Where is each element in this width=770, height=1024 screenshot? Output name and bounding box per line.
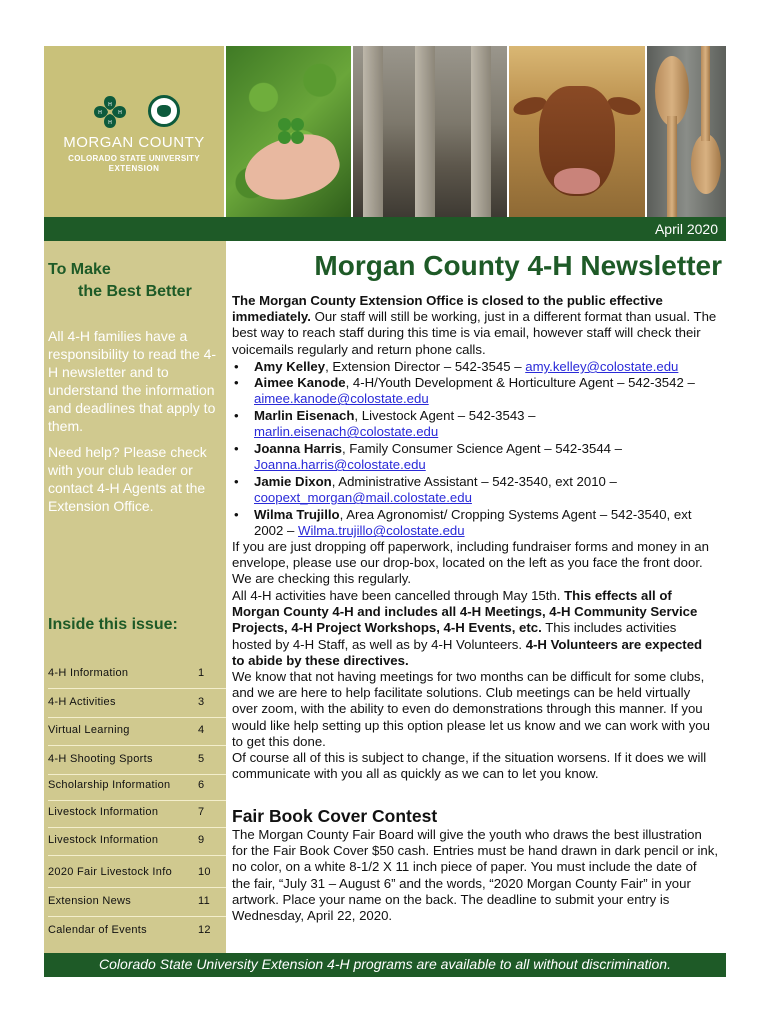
toc-divider	[48, 855, 226, 856]
logo-subtitle-extension: EXTENSION	[108, 164, 160, 173]
staff-email-link[interactable]: coopext_morgan@mail.colostate.edu	[254, 490, 472, 506]
toc-row	[48, 753, 218, 771]
garden-soil-photo	[353, 46, 507, 217]
toc-divider	[48, 887, 226, 888]
closure-notice-bold: The Morgan County Extension Office is closed to the public effective immediately.	[232, 293, 663, 325]
staff-name: Amy Kelley	[254, 359, 326, 374]
cancellation-text-a: All 4-H activities have been cancelled through May 15th.	[232, 588, 565, 603]
logo-title: MORGAN COUNTY	[63, 134, 205, 151]
svg-text:H: H	[108, 102, 112, 108]
toc-page: 6	[198, 779, 205, 791]
toc-divider	[48, 827, 226, 828]
cancellation-notice	[232, 588, 718, 669]
toc-page: 1	[198, 667, 205, 679]
staff-contact-body	[254, 375, 716, 407]
sidebar-heading-line2: the Best Better	[78, 283, 192, 300]
staff-name: Marlin Eisenach	[254, 408, 355, 423]
toc-title: Livestock Information	[48, 834, 159, 846]
toc-divider	[48, 774, 226, 775]
toc-row	[48, 866, 218, 884]
toc-row	[48, 806, 218, 824]
bullet-icon: •	[234, 408, 239, 423]
fair-contest-text: The Morgan County Fair Board will give the youth who draws the best illustration for the Fair Book Cover $50 cash. Entries must be hand drawn in dark pencil or ink, no color, on a white 8-1/2 X 11 inch piece of paper. You must include the date of the fair, “July 31 – August 6” and the words, “2020 Morgan County Fair” in your artwork. Place your name on the back. The deadline to submit your entry is Wednesday, April 22, 2020.	[232, 827, 718, 924]
staff-contact-body	[254, 359, 716, 375]
toc-row	[48, 834, 218, 852]
staff-role: , Administrative Assistant – 542-3540, ext 2010 –	[331, 474, 617, 489]
svg-text:H: H	[118, 110, 122, 116]
staff-role: , Extension Director – 542-3545 –	[325, 359, 526, 374]
toc-page: 12	[198, 924, 211, 936]
dropbox-notice: If you are just dropping off paperwork, including fundraiser forms and money in an envelope, please use our drop-box, located on the left as you face the front door. We are checking this regularly.	[232, 539, 709, 587]
toc-page: 11	[198, 895, 211, 907]
bullet-icon: •	[234, 507, 239, 522]
newsletter-title: Morgan County 4-H Newsletter	[314, 250, 722, 281]
inside-issue-title: Inside this issue:	[48, 616, 178, 633]
newsletter-header	[44, 46, 726, 217]
toc-title: 4-H Activities	[48, 696, 116, 708]
staff-email-link[interactable]: Wilma.trujillo@colostate.edu	[298, 523, 465, 539]
staff-email-link[interactable]: amy.kelley@colostate.edu	[525, 359, 679, 374]
calf-photo	[509, 46, 645, 217]
wooden-spoons-photo	[647, 46, 726, 217]
staff-name: Joanna Harris	[254, 441, 342, 456]
toc-title: 4-H Shooting Sports	[48, 753, 153, 765]
subject-to-change-text: Of course all of this is subject to change, if the situation worsens. If it does we will communicate with you all as quickly as we can to let you know.	[232, 750, 707, 782]
logo-subtitle-university: COLORADO STATE UNIVERSITY	[68, 154, 200, 163]
staff-contact-body	[254, 408, 716, 440]
four-h-clover-icon	[90, 92, 130, 137]
toc-page: 4	[198, 724, 205, 736]
toc-title: Livestock Information	[48, 806, 159, 818]
toc-title: Calendar of Events	[48, 924, 147, 936]
toc-divider	[48, 800, 226, 801]
toc-page: 5	[198, 753, 205, 765]
staff-role: , Area Agronomist/ Cropping Systems Agent – 542-3540, ext 2002 –	[254, 507, 692, 539]
bullet-icon: •	[234, 359, 239, 374]
toc-divider	[48, 916, 226, 917]
toc-divider	[48, 745, 226, 746]
toc-row	[48, 696, 218, 714]
closure-notice	[232, 293, 718, 358]
staff-name: Jamie Dixon	[254, 474, 332, 489]
nondiscrimination-statement: Colorado State University Extension 4-H programs are available to all without discrimination.	[99, 956, 671, 972]
staff-contact-body	[254, 441, 716, 473]
cancellation-text-c: This includes activities hosted by 4-H Staff, as well as by 4-H Volunteers.	[232, 620, 677, 652]
staff-name: Aimee Kanode	[254, 375, 346, 390]
staff-email-link[interactable]: marlin.eisenach@colostate.edu	[254, 424, 439, 440]
toc-row	[48, 779, 218, 797]
staff-role: , 4-H/Youth Development & Horticulture Agent – 542-3542 –	[345, 375, 695, 390]
staff-name: Wilma Trujillo	[254, 507, 340, 522]
toc-title: 4-H Information	[48, 667, 129, 679]
cancellation-bold-d: 4-H Volunteers are expected to abide by these directives.	[232, 636, 703, 668]
virtual-meetings-text: We know that not having meetings for two months can be difficult for some clubs, and we are here to help facilitate solutions. Club meetings can be held virtually over zoom, with the ability to even do demonstrations through this manner. If you would like help setting up this option please let us know and we can work with you to get this done.	[232, 669, 710, 749]
csu-ram-seal-icon	[148, 95, 180, 127]
toc-row	[48, 924, 218, 942]
toc-title: 2020 Fair Livestock Info	[48, 866, 172, 878]
toc-page: 7	[198, 806, 205, 818]
footer-bar	[44, 953, 726, 977]
toc-page: 10	[198, 866, 211, 878]
staff-email-link[interactable]: aimee.kanode@colostate.edu	[254, 391, 429, 407]
toc-page: 3	[198, 696, 205, 708]
toc-row	[48, 895, 218, 913]
clover-hand-photo	[226, 46, 351, 217]
toc-title: Extension News	[48, 895, 132, 907]
toc-row	[48, 667, 218, 685]
closure-notice-text: Our staff will still be working, just in a different format than usual. The best way to reach staff during this time is via email, however staff will check their voicemails regularly and return phone calls.	[232, 309, 717, 357]
toc-page: 9	[198, 834, 205, 846]
staff-role: , Family Consumer Science Agent – 542-3544 –	[341, 441, 622, 456]
toc-divider	[48, 688, 226, 689]
toc-title: Scholarship Information	[48, 779, 171, 791]
svg-text:H: H	[108, 120, 112, 126]
toc-title: Virtual Learning	[48, 724, 130, 736]
sidebar-responsibility-text: All 4-H families have a responsibility to read the 4-H newsletter and to understand the information and deadlines that apply to them.	[48, 328, 217, 434]
staff-email-link[interactable]: Joanna.harris@colostate.edu	[254, 457, 426, 473]
sidebar	[44, 241, 226, 953]
toc-divider	[48, 717, 226, 718]
fair-contest-heading: Fair Book Cover Contest	[232, 806, 438, 826]
cancellation-bold-b: This effects all of Morgan County 4-H and includes all 4-H Meetings, 4-H Community Service Projects, 4-H Project Workshops, 4-H Events, etc.	[232, 588, 698, 636]
bullet-icon: •	[234, 441, 239, 456]
staff-contact-body	[254, 507, 716, 539]
logo-panel	[44, 46, 224, 217]
staff-contact-body	[254, 474, 716, 506]
bullet-icon: •	[234, 375, 239, 390]
sidebar-help-text: Need help? Please check with your club leader or contact 4-H Agents at the Extension Office.	[48, 444, 207, 514]
date-bar	[44, 217, 726, 241]
svg-text:H: H	[98, 110, 102, 116]
toc-row	[48, 724, 218, 742]
issue-date: April 2020	[654, 221, 718, 237]
bullet-icon: •	[234, 474, 239, 489]
sidebar-heading-line1: To Make	[48, 261, 111, 278]
staff-role: , Livestock Agent – 542-3543 –	[354, 408, 536, 423]
